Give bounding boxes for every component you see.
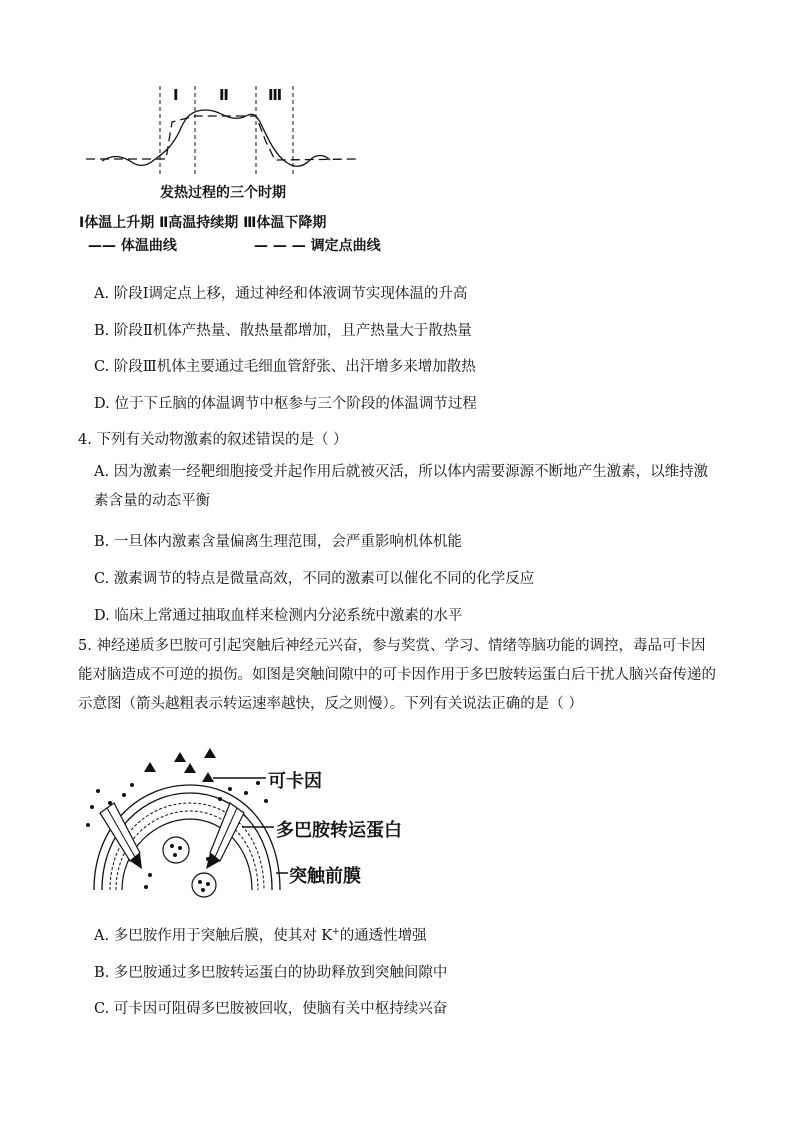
q4-option-c: C. 激素调节的特点是微量高效，不同的激素可以催化不同的化学反应 xyxy=(94,571,535,587)
dopamine-transporter-right xyxy=(210,803,244,861)
figure1-caption: 发热过程的三个时期 xyxy=(160,185,286,201)
q5-option-a xyxy=(94,924,427,945)
potassium-charge: + xyxy=(332,927,340,938)
q4-option-a: A. 因为激素一经靶细胞接受并起作用后就被灭活，所以体内需要源源不断地产生激素，以维持激素含量的动态平衡 xyxy=(94,464,709,509)
figure1-body-temp-legend: —— 体温曲线 xyxy=(88,238,177,254)
figure1-setpoint-legend: — — — 调定点曲线 xyxy=(254,238,381,254)
phase-label-3: Ⅲ xyxy=(268,86,283,104)
phase-label-1: Ⅰ xyxy=(173,86,179,104)
q5-stem: 5. 神经递质多巴胺可引起突触后神经元兴奋，参与奖赏、学习、情绪等脑功能的调控，毒品可卡因能对脑造成不可逆的损伤。如图是突触间隙中的可卡因作用于多巴胺转运蛋白后干扰人脑兴奋传递的示意图（箭头越粗表示转运速率越快，反之则慢）。下列有关说法正确的是（ ） xyxy=(78,638,716,712)
q3-option-d: D. 位于下丘脑的体温调节中枢参与三个阶段的体温调节过程 xyxy=(94,396,477,412)
cocaine-triangle xyxy=(144,762,156,772)
q5-option-a-text-post: 的通透性增强 xyxy=(339,928,427,944)
q5-option-c: C. 可卡因可阻碍多巴胺被回收，使脑有关中枢持续兴奋 xyxy=(94,1001,448,1017)
cocaine-label: 可卡因 xyxy=(268,771,322,792)
cocaine-triangle xyxy=(204,748,216,758)
transporter-label: 多巴胺转运蛋白 xyxy=(276,820,402,841)
q4-option-b: B. 一旦体内激素含量偏离生理范围，会严重影响机体机能 xyxy=(94,534,462,550)
setpoint-curve xyxy=(86,116,358,160)
presynaptic-label: 突触前膜 xyxy=(289,866,361,887)
cocaine-triangle xyxy=(174,752,186,762)
q5-option-b: B. 多巴胺通过多巴胺转运蛋白的协助释放到突触间隙中 xyxy=(94,965,448,981)
synapse-figure xyxy=(80,745,290,900)
figure1-phase-legend: Ⅰ体温上升期 Ⅱ高温持续期 Ⅲ体温下降期 xyxy=(79,215,327,231)
q3-option-a: A. 阶段Ⅰ调定点上移，通过神经和体液调节实现体温的升高 xyxy=(94,286,468,302)
cocaine-triangle xyxy=(184,763,196,773)
phase-label-2: Ⅱ xyxy=(219,86,229,104)
q3-option-c: C. 阶段Ⅲ机体主要通过毛细血管舒张、出汗增多来增加散热 xyxy=(94,359,476,375)
q4-stem: 4. 下列有关动物激素的叙述错误的是（ ） xyxy=(78,432,348,448)
q5-option-a-text-pre: A. 多巴胺作用于突触后膜，使其对 K xyxy=(94,928,333,944)
q4-option-d: D. 临床上常通过抽取血样来检测内分泌系统中激素的水平 xyxy=(94,608,463,624)
q3-option-b: B. 阶段Ⅱ机体产热量、散热量都增加，且产热量大于散热量 xyxy=(94,323,472,339)
vesicle xyxy=(163,837,189,863)
body-temp-curve xyxy=(102,110,330,166)
cocaine-triangle xyxy=(202,772,214,782)
vesicle xyxy=(192,873,216,897)
dopamine-transporter-left xyxy=(100,803,140,861)
